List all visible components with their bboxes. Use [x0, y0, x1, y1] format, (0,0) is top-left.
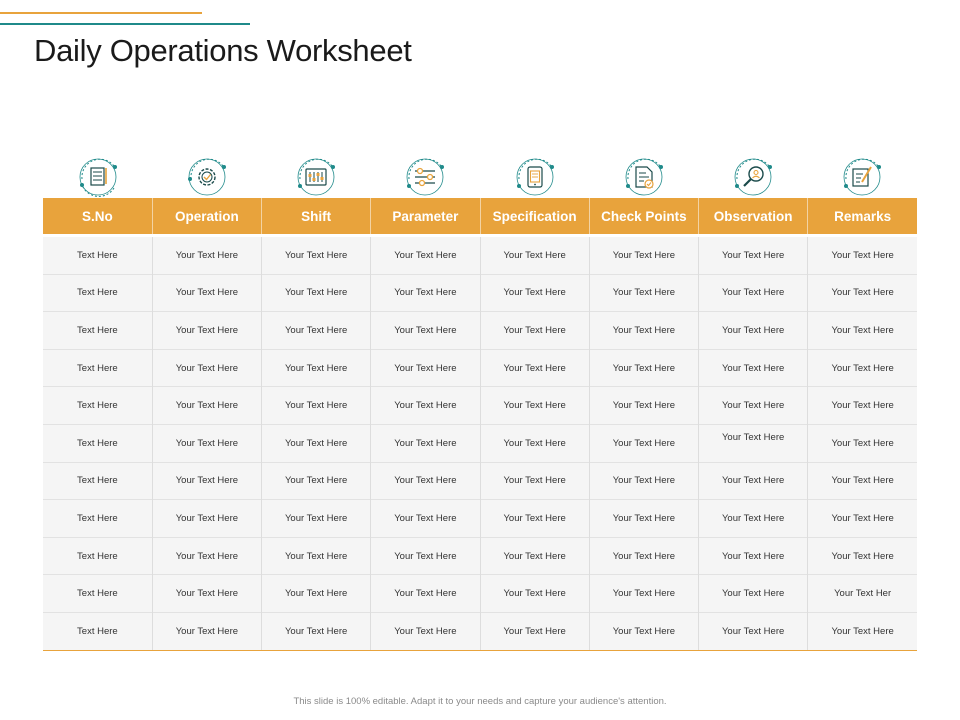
table-row — [43, 612, 917, 649]
table-cell[interactable]: Text Here — [43, 349, 152, 387]
table-cell[interactable]: Your Text Here — [262, 537, 371, 575]
table-cell[interactable]: Your Text Here — [589, 537, 698, 575]
table-cell[interactable]: Your Text Here — [480, 387, 589, 425]
table-cell[interactable]: Your Text Here — [808, 312, 917, 350]
table-cell[interactable]: Your Text Here — [371, 500, 480, 538]
table-cell[interactable]: Your Text Here — [371, 424, 480, 462]
table-bottom-border — [43, 650, 917, 651]
table-cell[interactable]: Your Text Here — [589, 349, 698, 387]
table-cell[interactable]: Your Text Here — [152, 349, 261, 387]
icon-cell-parameter — [371, 155, 480, 201]
table-cell[interactable]: Your Text Here — [589, 612, 698, 649]
icon-cell-check-points — [589, 155, 698, 201]
table-cell[interactable]: Text Here — [43, 575, 152, 613]
table-cell-text: Your Text Here — [721, 431, 785, 443]
table-cell[interactable]: Your Text Here — [262, 500, 371, 538]
table-cell[interactable]: Your Text Here — [589, 462, 698, 500]
table-cell[interactable]: Your Text Here — [152, 312, 261, 350]
icon-cell-operation — [152, 155, 261, 201]
table-cell[interactable]: Your Text Here — [808, 424, 917, 462]
table-cell[interactable]: Your Text Here — [480, 236, 589, 275]
table-cell[interactable]: Your Text Here — [480, 537, 589, 575]
table-cell[interactable]: Your Text Here — [480, 274, 589, 312]
worksheet-table — [43, 198, 917, 650]
table-cell[interactable]: Your Text Here — [371, 349, 480, 387]
column-header-specification: Specification — [480, 198, 589, 236]
table-cell[interactable]: Your Text Here — [371, 274, 480, 312]
table-cell[interactable]: Your Text Here — [152, 424, 261, 462]
table-cell[interactable]: Your Text Here — [589, 274, 698, 312]
table-cell[interactable]: Your Text Here — [699, 236, 808, 275]
table-row — [43, 349, 917, 387]
notebook-icon — [73, 155, 123, 201]
table-cell[interactable]: Your Text Here — [371, 312, 480, 350]
table-cell[interactable]: Your Text Here — [699, 575, 808, 613]
table-cell[interactable]: Your Text Here — [480, 500, 589, 538]
table-cell[interactable]: Your Text Here — [699, 349, 808, 387]
column-header-sno: S.No — [81, 208, 113, 224]
footer-note: This slide is 100% editable. Adapt it to your needs and capture your audience's attention. — [293, 696, 667, 707]
table-cell[interactable]: Your Text Here — [808, 236, 917, 275]
table-cell[interactable]: Your Text Here — [262, 612, 371, 649]
table-cell[interactable]: Your Text Here — [480, 312, 589, 350]
table-cell[interactable]: Your Text Here — [371, 575, 480, 613]
table-cell[interactable]: Text Here — [43, 387, 152, 425]
magnifier-person-icon — [728, 155, 778, 201]
sliders-icon — [400, 155, 450, 201]
table-cell[interactable]: Your Text Here — [589, 236, 698, 275]
table-cell[interactable]: Your Text Here — [262, 462, 371, 500]
table-cell[interactable]: Text Here — [43, 274, 152, 312]
table-cell[interactable]: Your Text Here — [371, 387, 480, 425]
column-icons-row — [43, 155, 917, 201]
table-cell[interactable]: Your Text Here — [262, 274, 371, 312]
table-cell[interactable]: Your Text Here — [808, 462, 917, 500]
table-cell[interactable]: Your Text Here — [480, 612, 589, 649]
table-row — [43, 387, 917, 425]
table-cell[interactable]: Your Text Here — [808, 500, 917, 538]
table-row — [43, 462, 917, 500]
edit-note-icon — [837, 155, 887, 201]
table-row — [43, 312, 917, 350]
table-header — [43, 198, 917, 236]
table-cell[interactable]: Text Here — [43, 312, 152, 350]
table-cell[interactable]: Your Text Here — [152, 462, 261, 500]
table-cell[interactable]: Your Text Here — [152, 500, 261, 538]
table-cell[interactable]: Your Text Here — [480, 424, 589, 462]
table-cell[interactable]: Your Text Here — [699, 312, 808, 350]
table-cell[interactable]: Your Text Here — [808, 387, 917, 425]
table-cell[interactable]: Your Text Here — [699, 274, 808, 312]
icon-cell-remarks — [808, 155, 917, 201]
table-cell[interactable]: Your Text Here — [699, 612, 808, 649]
column-header-operation: Operation — [152, 198, 261, 236]
table-cell[interactable]: Your Text Here — [262, 575, 371, 613]
table-cell[interactable]: Text Here — [43, 424, 152, 462]
table-cell[interactable]: Your Text Here — [152, 575, 261, 613]
icon-cell-specification — [480, 155, 589, 201]
table-cell[interactable]: Your Text Here — [480, 349, 589, 387]
table-cell[interactable]: Text Here — [43, 537, 152, 575]
table-body — [43, 236, 917, 650]
table-cell[interactable]: Your Text Here — [699, 462, 808, 500]
table-cell[interactable]: Your Text Here — [371, 537, 480, 575]
decorative-teal-line — [0, 23, 250, 25]
table-row — [43, 424, 917, 462]
table-row — [43, 500, 917, 538]
table-cell[interactable]: Your Text Here — [589, 500, 698, 538]
table-row — [43, 274, 917, 312]
table-cell[interactable]: Your Text Here — [589, 424, 698, 462]
table-cell[interactable]: Your Text Here — [152, 274, 261, 312]
table-cell[interactable]: Your Text Here — [589, 312, 698, 350]
header-row — [43, 198, 917, 236]
table-cell[interactable]: Your Text Here — [262, 312, 371, 350]
table-cell[interactable]: Your Text Here — [808, 274, 917, 312]
table-cell[interactable]: Your Text Here — [808, 349, 917, 387]
table-cell[interactable]: Your Text Here — [808, 537, 917, 575]
checklist-document-icon — [619, 155, 669, 201]
table-cell[interactable]: Your Text Here — [371, 612, 480, 649]
table-cell[interactable]: Your Text Here — [371, 462, 480, 500]
table-cell[interactable]: Text Here — [43, 612, 152, 649]
mobile-document-icon — [510, 155, 560, 201]
worksheet-table-container — [43, 198, 917, 651]
table-cell[interactable]: Text Here — [43, 236, 152, 275]
table-cell[interactable]: Your Text Here — [699, 387, 808, 425]
table-cell[interactable]: Your Text Here — [152, 537, 261, 575]
table-cell[interactable]: Your Text Here — [152, 612, 261, 649]
table-cell[interactable]: Your Text Here — [152, 236, 261, 275]
table-cell[interactable]: Text Here — [43, 500, 152, 538]
column-header-observation: Observation — [699, 198, 808, 236]
table-cell[interactable]: Text Here — [43, 462, 152, 500]
table-cell[interactable]: Your Text Here — [480, 575, 589, 613]
table-cell[interactable]: Your Text Here — [808, 612, 917, 649]
page-title: Daily Operations Worksheet — [34, 33, 412, 68]
decorative-orange-line — [0, 12, 202, 14]
column-header-check-points: Check Points — [589, 198, 698, 236]
table-cell[interactable]: Your Text Here — [262, 349, 371, 387]
table-cell[interactable] — [699, 424, 808, 462]
gear-check-icon — [182, 155, 232, 201]
table-cell[interactable]: Your Text Here — [371, 236, 480, 275]
table-cell[interactable]: Your Text Her — [808, 575, 917, 613]
icon-cell-sno — [43, 155, 152, 201]
icon-cell-observation — [699, 155, 808, 201]
table-cell[interactable]: Your Text Here — [152, 387, 261, 425]
table-row — [43, 236, 917, 275]
table-cell[interactable]: Your Text Here — [480, 462, 589, 500]
icon-cell-shift — [262, 155, 371, 201]
table-cell[interactable]: Your Text Here — [699, 500, 808, 538]
table-row — [43, 575, 917, 613]
column-header-remarks: Remarks — [808, 198, 917, 236]
control-panel-icon — [291, 155, 341, 201]
column-header-parameter: Parameter — [371, 198, 480, 236]
table-row — [43, 537, 917, 575]
table-cell[interactable]: Your Text Here — [262, 236, 371, 275]
table-cell[interactable]: Your Text Here — [589, 575, 698, 613]
table-cell[interactable]: Your Text Here — [699, 537, 808, 575]
table-cell[interactable]: Your Text Here — [589, 387, 698, 425]
column-header-shift: Shift — [262, 198, 371, 236]
table-cell[interactable]: Your Text Here — [262, 424, 371, 462]
table-cell[interactable]: Your Text Here — [262, 387, 371, 425]
